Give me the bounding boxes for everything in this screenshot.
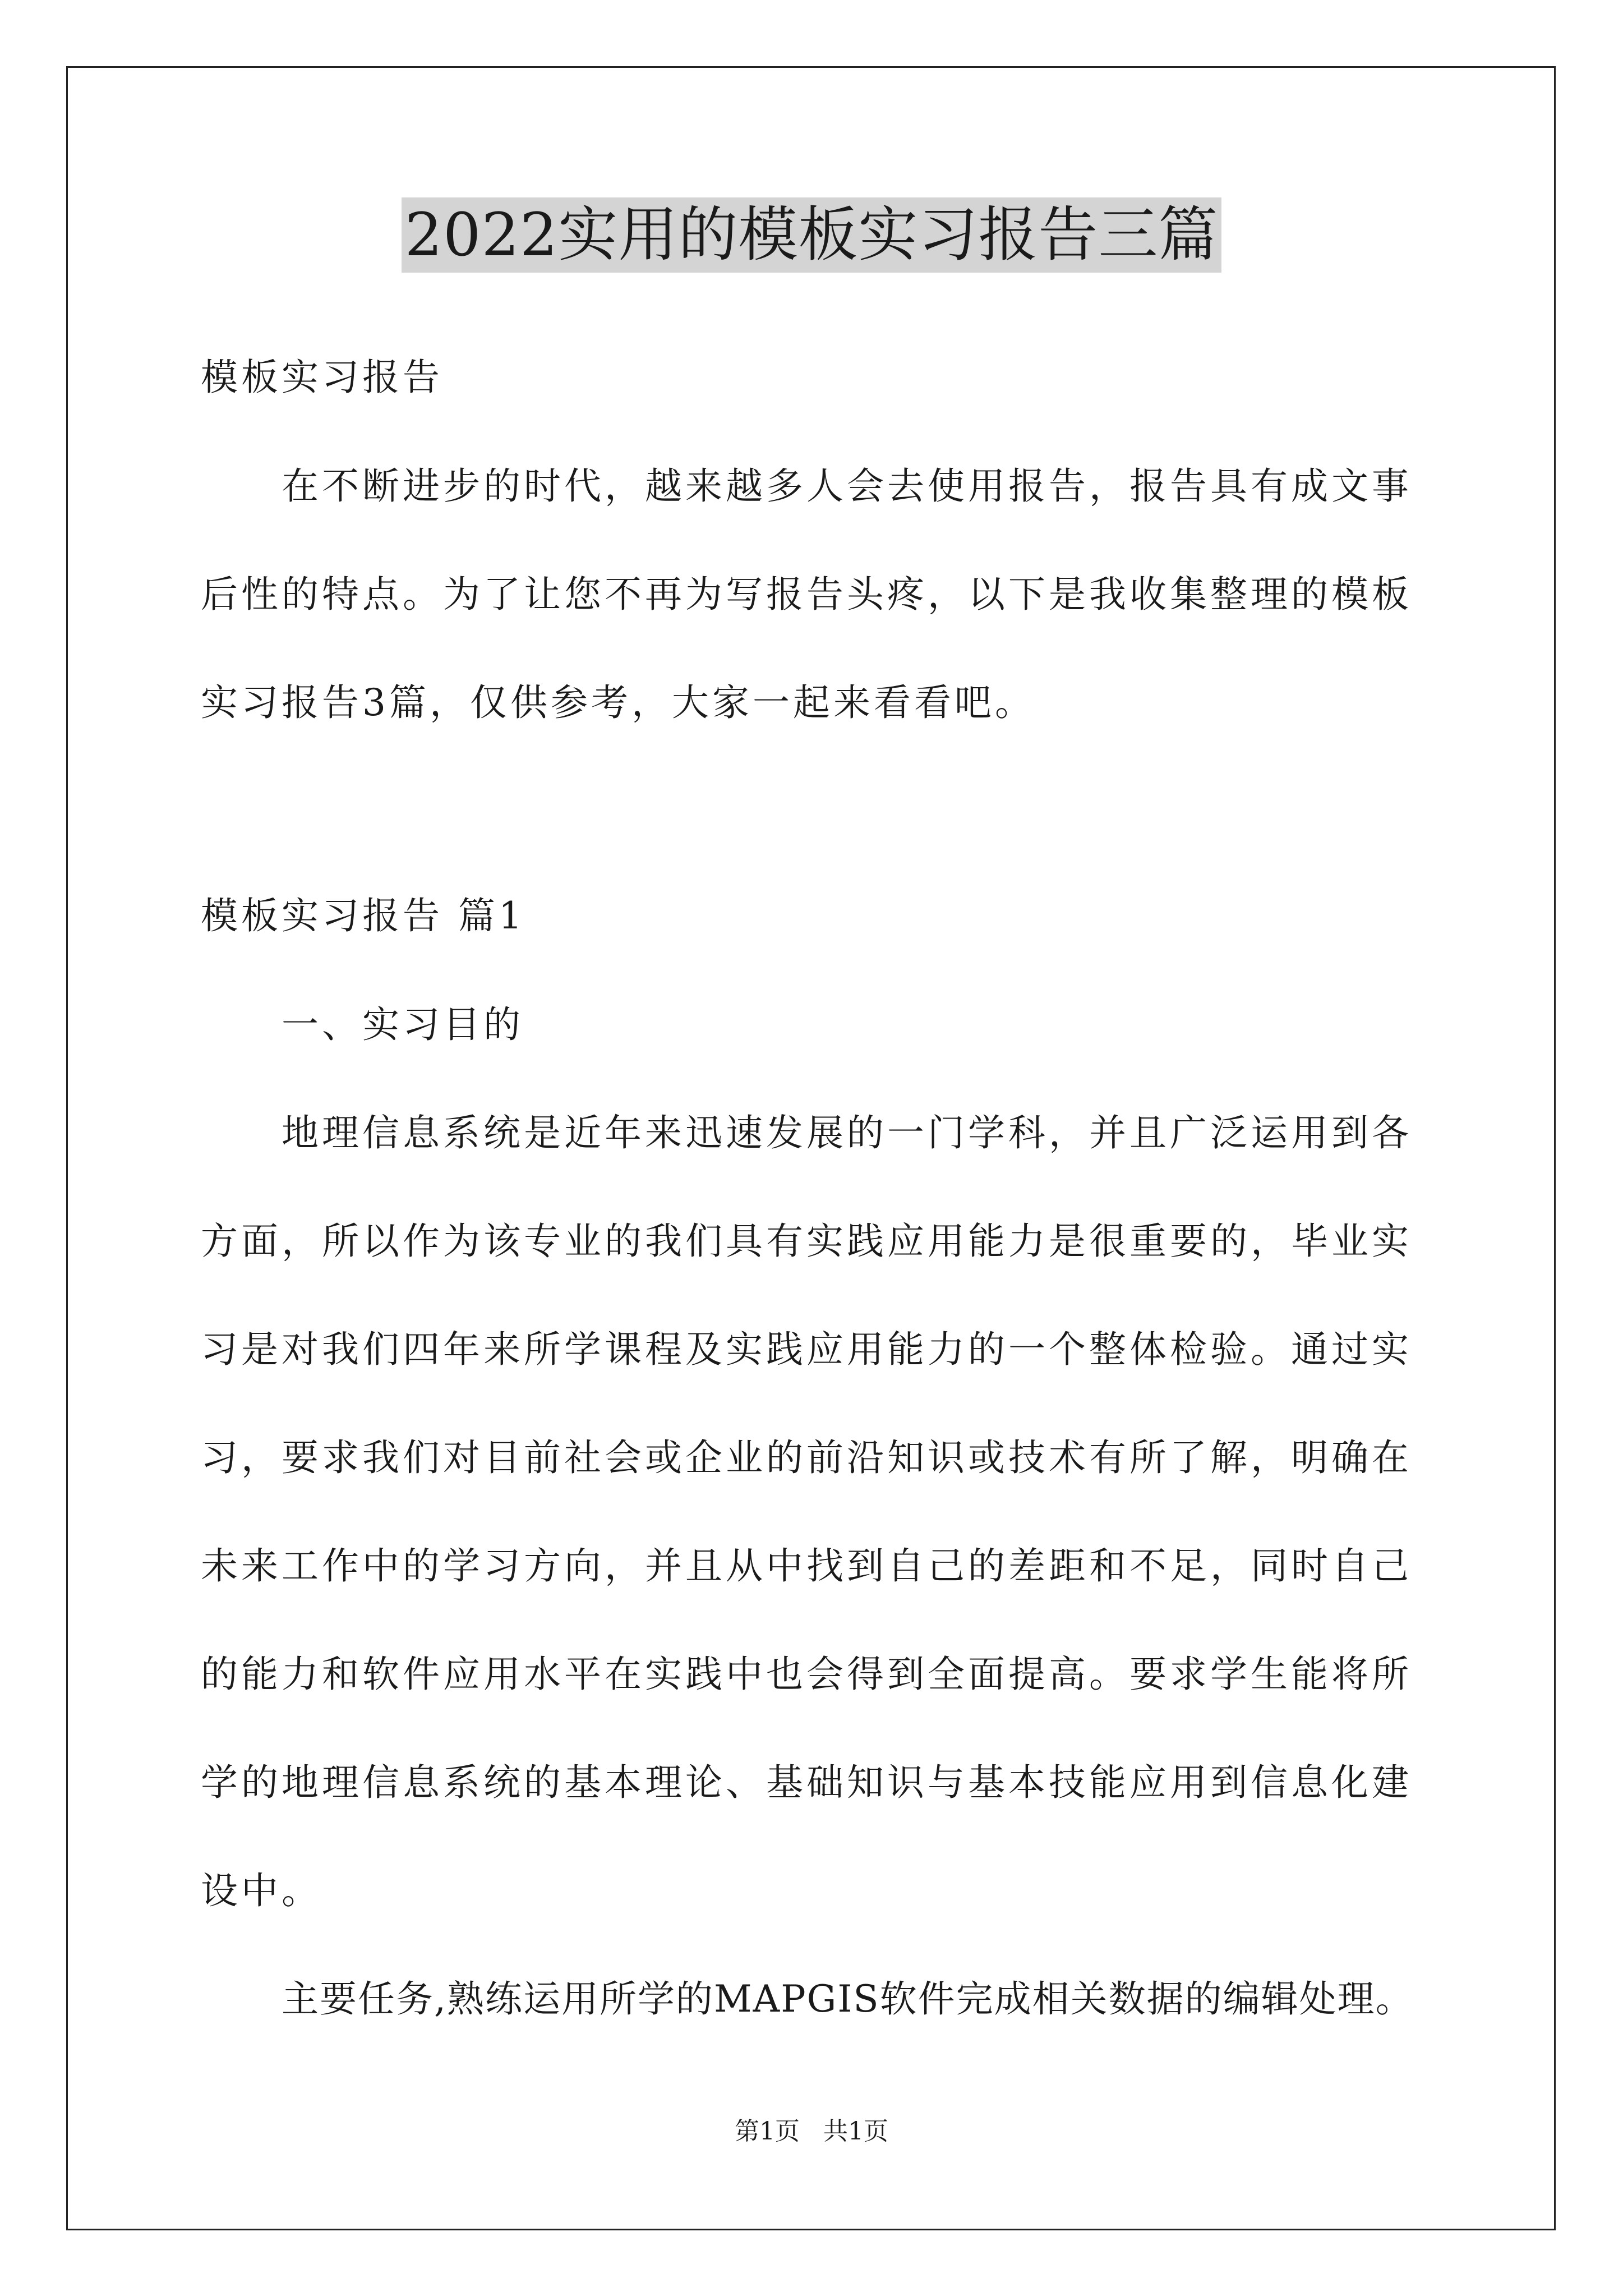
body-line: 未来工作中的学习方向，并且从中找到自己的差距和不足，同时自己 (201, 1544, 1412, 1588)
intro-line: 在不断进步的时代，越来越多人会去使用报告，报告具有成文事 (282, 464, 1412, 508)
section-heading: 模板实习报告 (201, 356, 443, 399)
body-line: 习是对我们四年来所学课程及实践应用能力的一个整体检验。通过实 (201, 1328, 1412, 1371)
body-line: 地理信息系统是近年来迅速发展的一门学科，并且广泛运用到各 (282, 1111, 1412, 1154)
body-line: 学的地理信息系统的基本理论、基础知识与基本技能应用到信息化建 (201, 1761, 1412, 1804)
body-line: 方面，所以作为该专业的我们具有实践应用能力是很重要的，毕业实 (201, 1220, 1412, 1263)
page-footer: 第1页 共1页 (735, 2117, 888, 2146)
intro-line: 实习报告3篇，仅供参考，大家一起来看看吧。 (201, 681, 1035, 724)
intro-line: 后性的特点。为了让您不再为写报告头疼，以下是我收集整理的模板 (201, 573, 1412, 616)
body-line: 设中。 (201, 1869, 322, 1912)
task-line: 主要任务,熟练运用所学的MAPGIS软件完成相关数据的编辑处理。 (282, 1977, 1414, 2021)
body-line: 的能力和软件应用水平在实践中也会得到全面提高。要求学生能将所 (201, 1653, 1412, 1696)
body-line: 习，要求我们对目前社会或企业的前沿知识或技术有所了解，明确在 (201, 1436, 1412, 1479)
part-heading: 模板实习报告 篇1 (201, 894, 525, 937)
title-wrap (0, 197, 1623, 273)
document-title: 2022实用的模板实习报告三篇 (402, 197, 1222, 273)
subheading: 一、实习目的 (282, 1003, 524, 1046)
